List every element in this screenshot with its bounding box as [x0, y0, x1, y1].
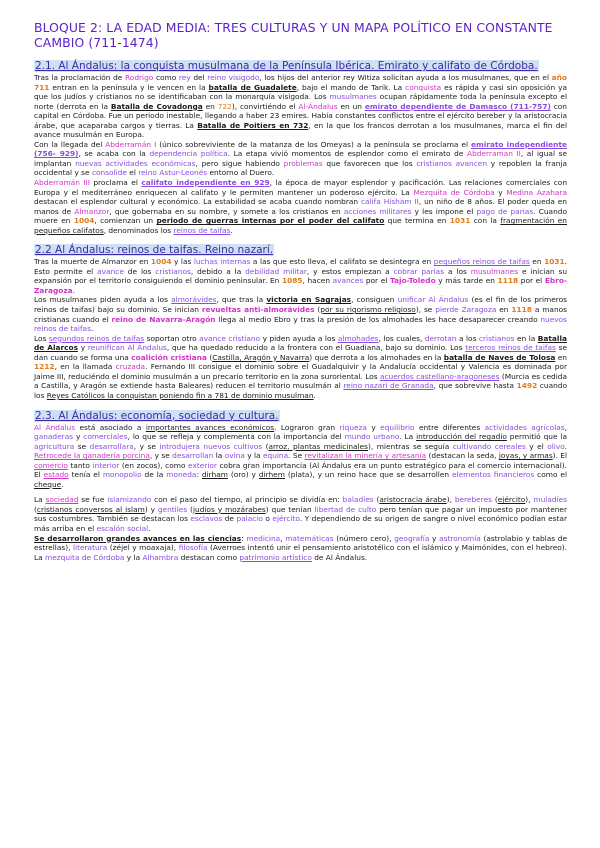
highlighted-term: cultivando cereales	[452, 441, 526, 451]
text-run: es rápida y casi sin oposición ya que los judíos y cristianos no se identificaban con la monarquía visigoda. Los	[34, 82, 568, 102]
highlighted-term: derrotan	[424, 333, 457, 343]
text-run: (	[34, 504, 37, 514]
highlighted-term: Reyes Católicos la conquistan poniendo fin a 781 de dominio musulman	[46, 390, 314, 400]
text-run: . Esto permite el	[34, 257, 567, 276]
highlighted-term: problemas	[283, 158, 323, 168]
text-run: , que tras la	[216, 295, 267, 305]
text-run: ), se	[415, 305, 436, 315]
highlighted-term: revueltas anti-almorávides	[201, 305, 315, 315]
text-run: . La	[399, 432, 417, 442]
text-run: de la	[141, 470, 167, 480]
text-run: se fue	[78, 495, 108, 505]
highlighted-term: pierde Zaragoza	[435, 305, 497, 315]
highlighted-term: nuevos reinos de taifas	[34, 314, 567, 334]
highlighted-term: Almanzor	[74, 206, 110, 216]
text-run: que favorecen que los	[322, 158, 417, 168]
text-run: pero tenían que pagar un impuesto por mantener sus costumbres. También se destacan los	[34, 504, 568, 524]
text-run: a los	[456, 333, 479, 343]
text-run: ). El	[552, 451, 567, 461]
text-run: La	[34, 495, 46, 505]
text-run: , denominados los	[103, 225, 174, 235]
highlighted-term: reino Astur-Leonés	[138, 168, 208, 178]
text-run: e inician su expansión por el territorio consiguiendo el dominio peninsular. En	[34, 266, 568, 286]
highlighted-term: 1118	[511, 305, 532, 315]
text-run: , consiguen	[351, 295, 398, 305]
text-run: como el	[534, 470, 568, 480]
text-run: , en la que los francos derrotan a los musulmanes, marca el fin del avance musulmán en Europa.	[34, 120, 568, 140]
text-run: con el paso del tiempo, al principio se dividía en:	[151, 495, 343, 505]
text-run: cobra gran importancia (Al Ándalus era un punto estratégico para el comercio internacional). El	[34, 460, 567, 480]
highlighted-term: reino nazarí de Granada	[343, 381, 434, 391]
text-run: , al igual se implantan	[34, 149, 567, 168]
highlighted-term: avance cristiano	[199, 333, 261, 343]
text-run: . La etapa vivió momentos de esplendor como el emirato de	[227, 149, 468, 159]
highlighted-term: Batalla de Covadonga	[110, 101, 203, 111]
text-run: entre diferentes	[414, 422, 485, 432]
text-run: la	[213, 451, 225, 461]
highlighted-term: esclavos	[190, 514, 223, 524]
text-run: (	[373, 495, 380, 505]
text-run: , la época de mayor esplendor y pacificación. Las relaciones comerciales con Europa y el mediterráneo enriquecen al califato y le permiten mantener un poderoso ejército. La	[34, 178, 567, 197]
text-run: y la	[124, 552, 143, 562]
text-run: por el	[518, 276, 545, 286]
text-run: del	[190, 73, 208, 82]
highlighted-term: Alhambra	[142, 552, 179, 562]
highlighted-term: Mezquita de Córdoba	[413, 187, 495, 197]
highlighted-term: reino visigodo	[207, 73, 260, 82]
highlighted-term: acuerdos castellano-aragoneses	[379, 371, 500, 381]
section-heading	[34, 60, 567, 72]
text-run: (astrolabio y tablas de estrellas),	[34, 533, 568, 553]
highlighted-term: acciones militares	[343, 206, 412, 216]
paragraph	[34, 423, 567, 490]
highlighted-term: riqueza	[339, 422, 367, 432]
highlighted-term: terceros reinos de taifas	[465, 343, 556, 353]
text-run: como	[153, 73, 179, 82]
highlighted-term: estado	[43, 470, 69, 480]
highlighted-term: 1085	[281, 276, 303, 286]
text-run: soportan otro	[144, 333, 200, 343]
text-run: .	[90, 324, 94, 334]
highlighted-term: ejército	[272, 514, 300, 524]
text-run: y	[73, 432, 84, 442]
highlighted-term: equina	[262, 451, 289, 461]
text-run: (Averroes intentó unir el pensamiento aristotélico con el islámico y Maimónides, con el hebreo). La	[34, 543, 567, 562]
text-run: y	[366, 422, 381, 432]
section-3	[34, 410, 567, 563]
text-run: , pero sigue habiendo	[195, 158, 284, 168]
highlighted-term: Rodrigo	[125, 73, 154, 82]
section-heading-text: 2.1. Al Ándalus: la conquista musulmana de la Península Ibérica. Emirato y califato de Córdoba.	[35, 60, 538, 72]
text-run: ,	[564, 422, 567, 432]
highlighted-term: emirato independiente (756- 929)	[34, 139, 567, 159]
text-run: ) que derrota a los almohades en la	[309, 352, 444, 362]
text-run: se dan cuando se forma una	[34, 343, 568, 362]
text-run: ) y	[144, 504, 158, 514]
highlighted-term: rey	[178, 73, 191, 82]
text-run: y piden ayuda a los	[260, 333, 338, 343]
text-run: , un niño de 8 años. El poder queda en manos de	[34, 197, 567, 216]
highlighted-term: equilibrio	[380, 422, 415, 432]
highlighted-term: nuevas actividades económicas	[75, 158, 196, 168]
text-run: , en la llamada	[54, 362, 116, 372]
text-run: en	[555, 352, 567, 362]
highlighted-term: pago de parias	[476, 206, 534, 216]
highlighted-term: cheque	[34, 479, 62, 489]
highlighted-term: emirato dependiente de Damasco (711-757)	[364, 101, 551, 111]
text-run: en	[496, 305, 512, 315]
highlighted-term: 1031	[449, 216, 471, 226]
text-run: , y estos empiezan a	[306, 266, 394, 276]
highlighted-term: por su rigorismo religioso	[320, 305, 416, 315]
text-run: .	[230, 225, 233, 235]
text-run: , hacen	[302, 276, 333, 286]
text-run: , lo que se refleja y complementa con la importancia del	[127, 432, 345, 442]
text-run: ), mientras se seguía	[368, 441, 453, 451]
text-run: y	[494, 187, 507, 197]
section-heading-text: 2.3. Al Ándalus: economía, sociedad y cultura.	[35, 409, 279, 422]
text-run: (zéjel y moaxaja),	[107, 543, 179, 553]
highlighted-term: desarrollara	[89, 441, 134, 451]
text-run: y la	[244, 451, 263, 461]
text-run: proclama el	[89, 178, 142, 188]
highlighted-term: periodo de guerras internas por el poder del califato	[156, 216, 385, 226]
highlighted-term: 1031	[544, 257, 565, 267]
text-run: , se acaba con la	[78, 149, 150, 159]
highlighted-term: reino de Navarra-Aragón	[111, 314, 216, 324]
highlighted-term: musulmanes	[329, 92, 377, 102]
text-run: . Cuando muere en	[34, 206, 567, 226]
highlighted-term: Al-Ándalus	[298, 101, 338, 111]
section-heading	[34, 244, 567, 256]
text-run: :	[241, 533, 247, 543]
text-run: a las que esto lleva, el califato se desintegra en	[250, 257, 434, 267]
paragraph	[34, 295, 567, 333]
text-run: ),	[446, 495, 455, 505]
text-run: , los cuales,	[378, 333, 425, 343]
highlighted-term: ganaderas	[34, 432, 74, 442]
paragraph	[34, 495, 567, 533]
text-run: Tras la proclamación de	[34, 73, 125, 82]
highlighted-term: reunifican Al Ándalus	[87, 343, 167, 353]
text-run: .	[313, 390, 316, 400]
highlighted-term: conquista	[405, 82, 442, 92]
paragraph	[34, 178, 567, 235]
highlighted-term: dirhem	[258, 470, 285, 480]
highlighted-term: introdujera nuevos cultivos	[159, 441, 263, 451]
highlighted-term: almorávides	[171, 295, 217, 305]
highlighted-term: olivo	[547, 441, 565, 451]
highlighted-term: aristocracia árabe	[379, 495, 447, 505]
text-run: (	[314, 305, 321, 315]
highlighted-term: actividades agrícolas	[484, 422, 565, 432]
highlighted-term: Ebro-Zaragoza	[34, 276, 567, 295]
highlighted-term: cristianos	[155, 266, 191, 276]
text-run: destacan como	[178, 552, 240, 562]
highlighted-term: 1492	[516, 381, 538, 391]
highlighted-term: libertad de culto	[314, 504, 377, 514]
text-run: , comienzan un	[94, 216, 157, 226]
text-run: . Fernando III consigue el dominio sobre el Guadalquivir y la Andalucía occidental y Valencia es dominada por Jaime III, reduciéndo el dominio musulmán a un precario territorio en la zona suroriental. Los	[34, 362, 567, 381]
highlighted-term: cruzada	[115, 362, 146, 372]
highlighted-term: musulmanes	[470, 266, 519, 276]
text-run: Los musulmanes piden ayuda a los	[34, 295, 172, 305]
highlighted-term: luchas internas	[193, 257, 251, 267]
text-run: ),	[525, 495, 534, 505]
highlighted-term: revitalizan la minería y artesanía	[304, 451, 427, 461]
text-run: que termina en	[384, 216, 450, 226]
highlighted-term: Abderramán III	[34, 178, 90, 188]
text-run: de	[222, 514, 237, 524]
paragraph	[34, 534, 567, 563]
highlighted-term: mundo urbano	[344, 432, 400, 442]
text-run: ocupan rápidamente toda la península excepto el norte (derrota en la	[34, 92, 568, 111]
highlighted-term: dependencia política	[149, 149, 228, 159]
text-run: de Al Ándalus.	[311, 552, 368, 562]
text-run: (es el fin de los primeros reinos de taifas) bajo su dominio. Se inician	[34, 295, 567, 315]
highlighted-term: desarrollan	[172, 451, 214, 461]
text-run: con la	[470, 216, 501, 226]
highlighted-term: agricultura	[34, 441, 75, 451]
text-run: , bajo el mando de Tarik. La	[296, 82, 406, 92]
text-run: .	[72, 285, 75, 295]
highlighted-term: coalición cristiana	[131, 352, 207, 362]
highlighted-term: cristianos conversos al islam	[36, 504, 145, 514]
text-run: ) que tenían	[265, 504, 315, 514]
text-run: permitió que la	[506, 432, 567, 442]
text-run: , y se	[133, 441, 160, 451]
highlighted-term: consolide	[91, 168, 127, 178]
highlighted-term: reinos de taifas	[173, 225, 231, 235]
text-run: . Se	[288, 451, 305, 461]
text-run: ,	[280, 533, 286, 543]
highlighted-term: moneda	[166, 470, 197, 480]
text-run: (oro) y	[227, 470, 259, 480]
highlighted-term: segundos reinos de taifas	[48, 333, 145, 343]
highlighted-term: introducción del regadío	[416, 432, 507, 442]
paragraph	[34, 257, 567, 295]
section-heading	[34, 410, 567, 422]
text-run: está asociado a	[75, 422, 146, 432]
text-run: cuando los	[34, 381, 567, 400]
highlighted-term: baladíes	[342, 495, 374, 505]
highlighted-term: 1004	[150, 257, 172, 267]
highlighted-term: batalla de Naves de Tolosa	[443, 352, 556, 362]
text-run: en	[202, 101, 218, 111]
highlighted-term: 722	[217, 101, 232, 111]
highlighted-term: comerciales	[83, 432, 128, 442]
text-run: entorno al Duero.	[207, 168, 275, 178]
section-heading-text: 2.2 Al Ándalus: reinos de taifas. Reino nazarí.	[35, 244, 274, 257]
highlighted-term: califato independiente en 929	[141, 178, 270, 188]
highlighted-term: Medina Azahara	[506, 187, 567, 197]
text-run: el	[126, 168, 139, 178]
text-run: . Y dependiendo de su origen de sangre o nivel económico podían estar más arriba en el	[34, 514, 568, 533]
highlighted-term: ovina	[224, 451, 245, 461]
document-title: BLOQUE 2: LA EDAD MEDIA: TRES CULTURAS Y UN MAPA POLÍTICO EN CONSTANTE CAMBIO (711-1474)	[34, 20, 553, 50]
text-run: de los	[123, 266, 156, 276]
highlighted-term: avance	[97, 266, 124, 276]
text-run: (número cero),	[333, 533, 395, 543]
text-run: , debido a la	[190, 266, 246, 276]
text-run: :	[196, 470, 202, 480]
text-run: y repoblen la franja occidental y se	[34, 158, 567, 178]
text-run: (en zocos), como	[119, 460, 189, 470]
text-run: (Murcia es cedida a Castilla, y Aragón se extiende hasta Baleares) reducen el territorio musulmán al	[34, 371, 567, 391]
text-run: y	[78, 343, 88, 353]
highlighted-term: Se desarrollaron grandes avances en las ciencias	[34, 533, 242, 543]
highlighted-term: Tajo-Toledo	[389, 276, 436, 286]
highlighted-term: 1118	[497, 276, 519, 286]
highlighted-term: escalón social	[96, 523, 149, 533]
highlighted-term: astronomía	[439, 533, 481, 543]
highlighted-term: exterior	[188, 460, 217, 470]
highlighted-term: cristianos avancen	[416, 158, 488, 168]
highlighted-term: comercio	[34, 460, 68, 470]
highlighted-term: dirham	[201, 470, 228, 480]
highlighted-term: islamizando	[107, 495, 152, 505]
text-run: , y se	[149, 451, 173, 461]
highlighted-term: filosofía	[178, 543, 208, 553]
text-run: . Lograron gran	[274, 422, 340, 432]
text-run: y les impone el	[411, 206, 477, 216]
highlighted-term: Castilla, Aragón y Navarra	[212, 352, 310, 362]
text-run: por el	[363, 276, 390, 286]
highlighted-term: arroz, plantas medicinales	[268, 441, 368, 451]
text-run: Los	[34, 333, 49, 343]
highlighted-term: 1004	[73, 216, 95, 226]
text-run: y el	[525, 441, 548, 451]
text-run: (	[262, 441, 269, 451]
text-run: destacan el esplendor cultural y económico. La estabilidad se acaba cuando nombran	[34, 197, 361, 207]
highlighted-term: batalla de Guadalete	[208, 82, 297, 92]
text-run: , que ha quedado reducido a la frontera con el Guadiana, bajo su dominio. Los	[166, 343, 466, 353]
paragraph	[34, 334, 567, 401]
highlighted-term: sociedad	[45, 495, 79, 505]
text-run: tenía el	[68, 470, 103, 480]
highlighted-term: cristianos	[478, 333, 515, 343]
highlighted-term: patrimonio artístico	[239, 552, 312, 562]
text-run: y más tarde en	[435, 276, 498, 286]
text-run: (	[492, 495, 498, 505]
text-run: y las	[171, 257, 194, 267]
text-run: (	[187, 504, 193, 514]
text-run: , los hijos del anterior rey Witiza solicitan ayuda a los musulmanes, que en el	[259, 73, 552, 82]
highlighted-term: muladíes	[533, 495, 567, 505]
highlighted-term: 1212	[34, 362, 55, 372]
text-run: en la	[514, 333, 538, 343]
highlighted-term: Abderraman II	[467, 149, 521, 159]
highlighted-term: califa Hisham II	[360, 197, 419, 207]
highlighted-term: cobrar parias	[393, 266, 445, 276]
document-page	[34, 20, 567, 571]
text-run: llega al medio Ebro y tras la presión de los almohades les hace desaparecer creando	[215, 314, 541, 324]
highlighted-term: bereberes	[454, 495, 492, 505]
text-run: Tras la muerte de Almanzor en	[34, 257, 151, 267]
highlighted-term: mezquita de Córdoba	[45, 552, 125, 562]
highlighted-term: Retrocede la ganadería porcina	[34, 451, 150, 461]
highlighted-term: medicina	[246, 533, 281, 543]
text-run: tanto	[67, 460, 93, 470]
text-run: (único sobreviviente de la matanza de los Omeyas) a la península se proclama el	[156, 139, 471, 149]
highlighted-term: avances	[332, 276, 364, 286]
highlighted-term: palacio	[236, 514, 263, 524]
text-run: se	[74, 441, 90, 451]
text-run: (destacan la seda,	[426, 451, 499, 461]
text-run: .	[148, 523, 151, 533]
text-run: a manos cristianas cuando el	[34, 305, 568, 324]
highlighted-term: Batalla de Poitiers en 732	[197, 120, 309, 130]
text-run: en	[529, 257, 545, 267]
highlighted-term: unificar Al Ándalus	[397, 295, 469, 305]
highlighted-term: Abderramán I	[105, 139, 157, 149]
text-run: entran en la península y le vencen en la	[49, 82, 209, 92]
text-run: Con la llegada del	[34, 139, 106, 149]
text-run: o	[262, 514, 273, 524]
highlighted-term: importantes avances económicos	[145, 422, 275, 432]
text-run: (plata), y un reino hace que se desarrollen	[284, 470, 452, 480]
text-run: .	[61, 479, 64, 489]
highlighted-term: debilidad militar	[245, 266, 307, 276]
paragraph	[34, 73, 567, 140]
highlighted-term: Batalla de Alarcos	[34, 333, 567, 353]
text-run: , que gobernaba en su nombre, y somete a los cristianos en	[109, 206, 344, 216]
highlighted-term: almohades	[337, 333, 379, 343]
section-1	[34, 60, 567, 235]
section-2	[34, 244, 567, 400]
text-run: a los	[444, 266, 471, 276]
text-run: , que sobrevive hasta	[433, 381, 517, 391]
highlighted-term: pequeños reinos de taifas	[433, 257, 530, 267]
text-run: con capital en Córdoba. Fue un periodo inestable, llegando a haber 23 emires. Había constantes conflictos entre el ejército bereber y la aristocracia árabe, que acaparaba cargos y tierras. La	[34, 101, 567, 130]
highlighted-term: Al Ándalus	[34, 422, 76, 432]
highlighted-term: judíos y mozárabes	[192, 504, 266, 514]
highlighted-term: elementos financieros	[452, 470, 535, 480]
paragraph	[34, 140, 567, 178]
highlighted-term: literatura	[72, 543, 108, 553]
text-run: en un	[337, 101, 365, 111]
highlighted-term: joyas, y armas	[498, 451, 553, 461]
text-run: (	[206, 352, 213, 362]
highlighted-term: ejército	[497, 495, 526, 505]
highlighted-term: monopolio	[102, 470, 142, 480]
text-run: ), convirtiéndo el	[231, 101, 299, 111]
highlighted-term: año 711	[34, 73, 567, 92]
highlighted-term: victoria en Sagrajas	[266, 295, 352, 305]
text-run: .	[564, 441, 567, 451]
text-run: y	[429, 533, 440, 543]
highlighted-term: interior	[92, 460, 120, 470]
highlighted-term: matemáticas	[285, 533, 334, 543]
highlighted-term: gentiles	[157, 504, 188, 514]
highlighted-term: fragmentación en pequeños califatos	[34, 216, 567, 235]
highlighted-term: geografía	[394, 533, 430, 543]
